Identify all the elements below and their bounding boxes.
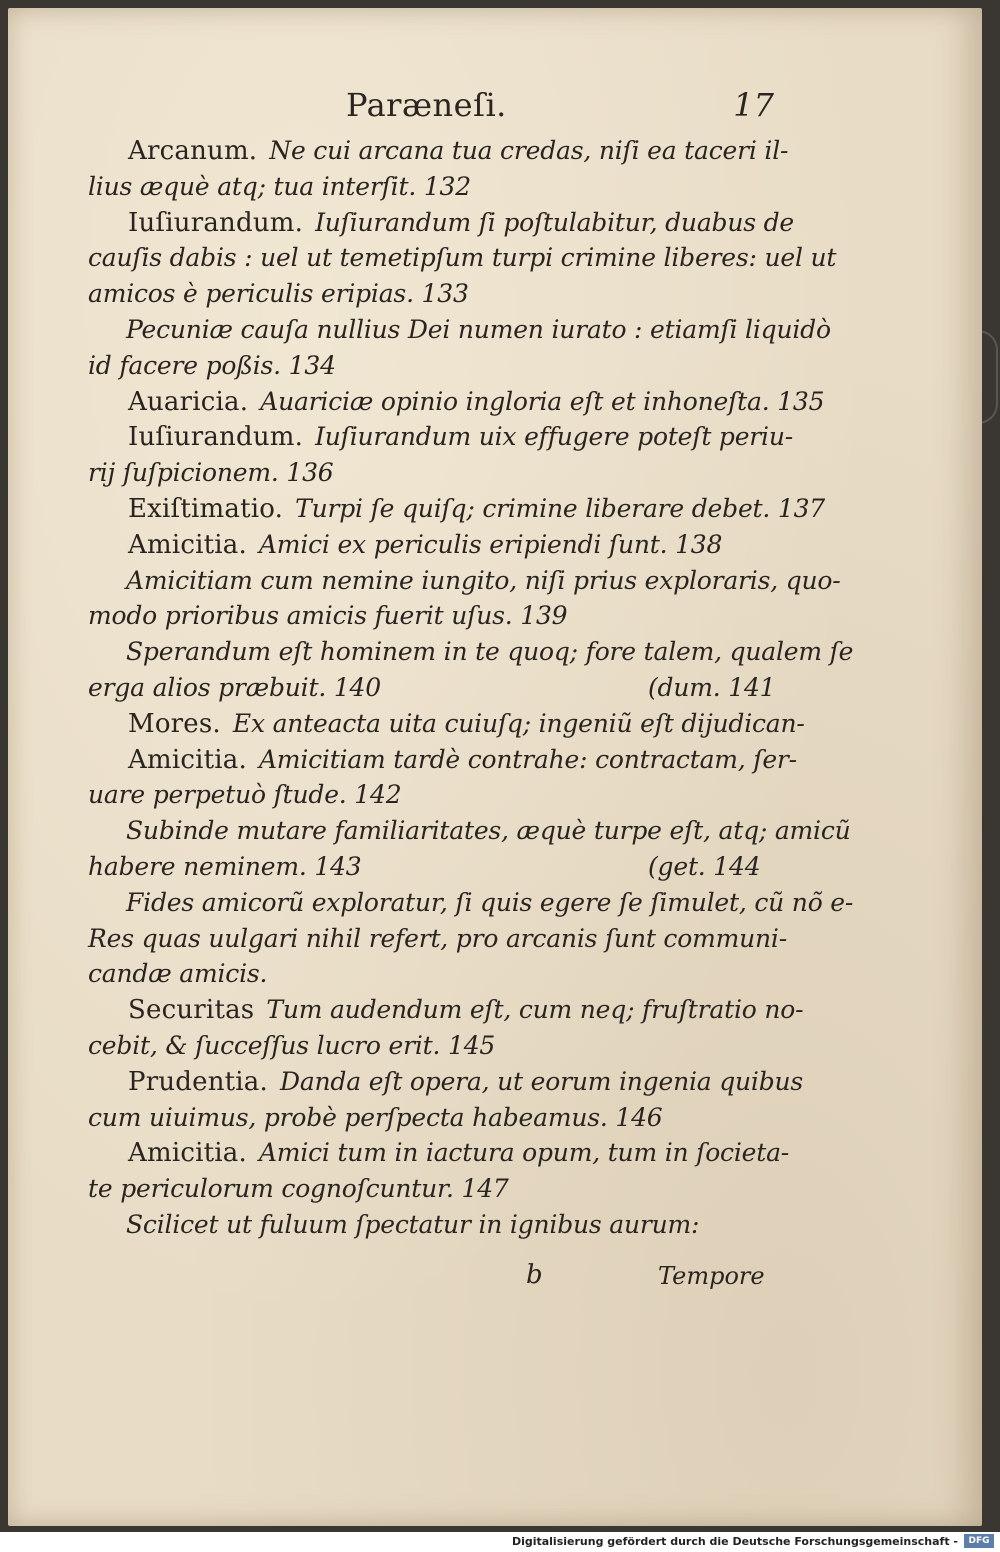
text-line: [88, 458, 334, 487]
line-text: rij ſuſpicionem. 136: [88, 458, 334, 488]
line-text: modo prioribus amicis fuerit uſus. 139: [88, 601, 568, 631]
line-text: Scilicet ut fuluum ſpectatur in ignibus aurum:: [126, 1210, 700, 1239]
text-line: [88, 673, 381, 702]
line-text: Ex anteacta uita cuiuſq; ingeniũ eſt dijudican-: [232, 708, 805, 738]
text-line: [88, 1031, 495, 1060]
line-text: habere neminem. 143: [88, 852, 362, 881]
line-text: Res quas uulgari nihil refert, pro arcanis ſunt communi-: [88, 923, 787, 953]
line-text: lius æquè atq; tua interſit. 132: [88, 171, 471, 201]
line-text: Amicitiam tardè contrahe: contractam, ſer-: [258, 744, 797, 774]
text-line: [126, 637, 853, 666]
line-text: Amici tum in iactura opum, tum in ſocieta-: [258, 1138, 790, 1168]
text-line: [128, 1138, 789, 1168]
text-line: [128, 422, 793, 452]
marginal-keyword: Amicitia.: [128, 744, 247, 775]
line-text: Sperandum eſt hominem in te quoq; fore talem, qualem ſe: [126, 637, 854, 667]
signature-mark: b: [526, 1260, 543, 1290]
text-line: [88, 924, 787, 953]
text-line: [126, 816, 851, 845]
book-page: [8, 8, 982, 1526]
text-line: [88, 172, 471, 201]
footer-credit: Digitalisierung gefördert durch die Deutsche Forschungsgemeinschaft -: [511, 1535, 958, 1548]
line-text: candæ amicis.: [88, 959, 268, 989]
line-text: Turpi ſe quiſq; crimine liberare debet. 137: [295, 494, 826, 523]
text-line: [128, 745, 797, 775]
marginal-keyword: Securitas: [128, 995, 255, 1026]
marginal-keyword: Exiſtimatio.: [128, 494, 284, 524]
text-line: [88, 959, 267, 988]
line-right-fragment: (get. 144: [648, 852, 761, 881]
line-text: Amici ex periculis eripiendi ſunt. 138: [258, 529, 723, 559]
text-line: [128, 494, 825, 524]
text-line: [128, 208, 794, 238]
line-text: amicos è periculis eripias. 133: [88, 279, 469, 309]
dfg-logo: DFG: [964, 1534, 994, 1548]
line-text: Pecuniæ cauſa nullius Dei numen iurato : etiamſi liquidò: [126, 315, 831, 344]
text-line: [128, 136, 788, 166]
text-line: [128, 709, 805, 739]
line-text: Iuſiurandum uix effugere poteſt periu-: [315, 422, 794, 452]
text-line: [126, 1210, 699, 1239]
text-line: [88, 279, 469, 308]
line-text: Iuſiurandum ſi poſtulabitur, duabus de: [315, 207, 795, 237]
line-text: Auariciæ opinio ingloria eſt et inhoneſta. 135: [260, 386, 825, 416]
text-line: [88, 243, 836, 272]
running-title: Paræneſi.: [346, 86, 507, 124]
line-right-fragment: (dum. 141: [648, 673, 776, 702]
line-text: cebit, & ſucceſſus lucro erit. 145: [88, 1031, 496, 1060]
text-line: [88, 780, 401, 809]
line-text: te periculorum cognoſcuntur. 147: [88, 1174, 509, 1204]
line-text: erga alios præbuit. 140: [88, 673, 381, 702]
marginal-keyword: Amicitia.: [128, 1138, 247, 1169]
line-text: uare perpetuò ſtude. 142: [88, 780, 402, 810]
text-line: [88, 852, 362, 881]
page-number: 17: [733, 86, 774, 124]
page-header: [346, 86, 786, 130]
marginal-keyword: Iuſiurandum.: [128, 422, 304, 453]
marginal-keyword: Prudentia.: [128, 1066, 268, 1097]
marginal-keyword: Auaricia.: [128, 386, 249, 417]
line-text: cum uiuimus, probè perſpecta habeamus. 146: [88, 1102, 663, 1132]
line-text: Amicitiam cum nemine iungito, niſi prius exploraris, quo-: [126, 565, 841, 595]
line-text: id facere poßis. 134: [88, 350, 336, 380]
marginal-keyword: Mores.: [128, 708, 221, 739]
text-line: [128, 995, 803, 1025]
line-text: Fides amicorũ exploratur, ſi quis egere ſe ſimulet, cũ nõ e-: [126, 887, 854, 917]
marginal-keyword: Amicitia.: [128, 529, 247, 560]
text-line: [126, 888, 853, 917]
marginal-keyword: Arcanum.: [128, 136, 258, 166]
text-line: [126, 566, 841, 595]
text-line: [128, 530, 722, 560]
line-text: Ne cui arcana tua credas, niſi ea taceri il-: [269, 136, 789, 165]
line-text: Tum audendum eſt, cum neq; fruſtratio no-: [266, 995, 804, 1025]
text-line: [128, 387, 824, 417]
text-line: [128, 1067, 803, 1097]
text-line: [88, 601, 567, 630]
line-text: cauſis dabis : uel ut temetipſum turpi crimine liberes: uel ut: [88, 243, 837, 273]
marginal-keyword: Iuſiurandum.: [128, 207, 304, 238]
line-text: Subinde mutare familiaritates, æquè turpe eſt, atq; amicũ: [126, 816, 851, 846]
line-text: Danda eſt opera, ut eorum ingenia quibus: [279, 1066, 804, 1096]
catchword: Tempore: [658, 1262, 765, 1290]
text-line: [126, 315, 831, 344]
text-line: [88, 1103, 663, 1132]
text-line: [88, 351, 336, 380]
text-line: [88, 1174, 509, 1203]
